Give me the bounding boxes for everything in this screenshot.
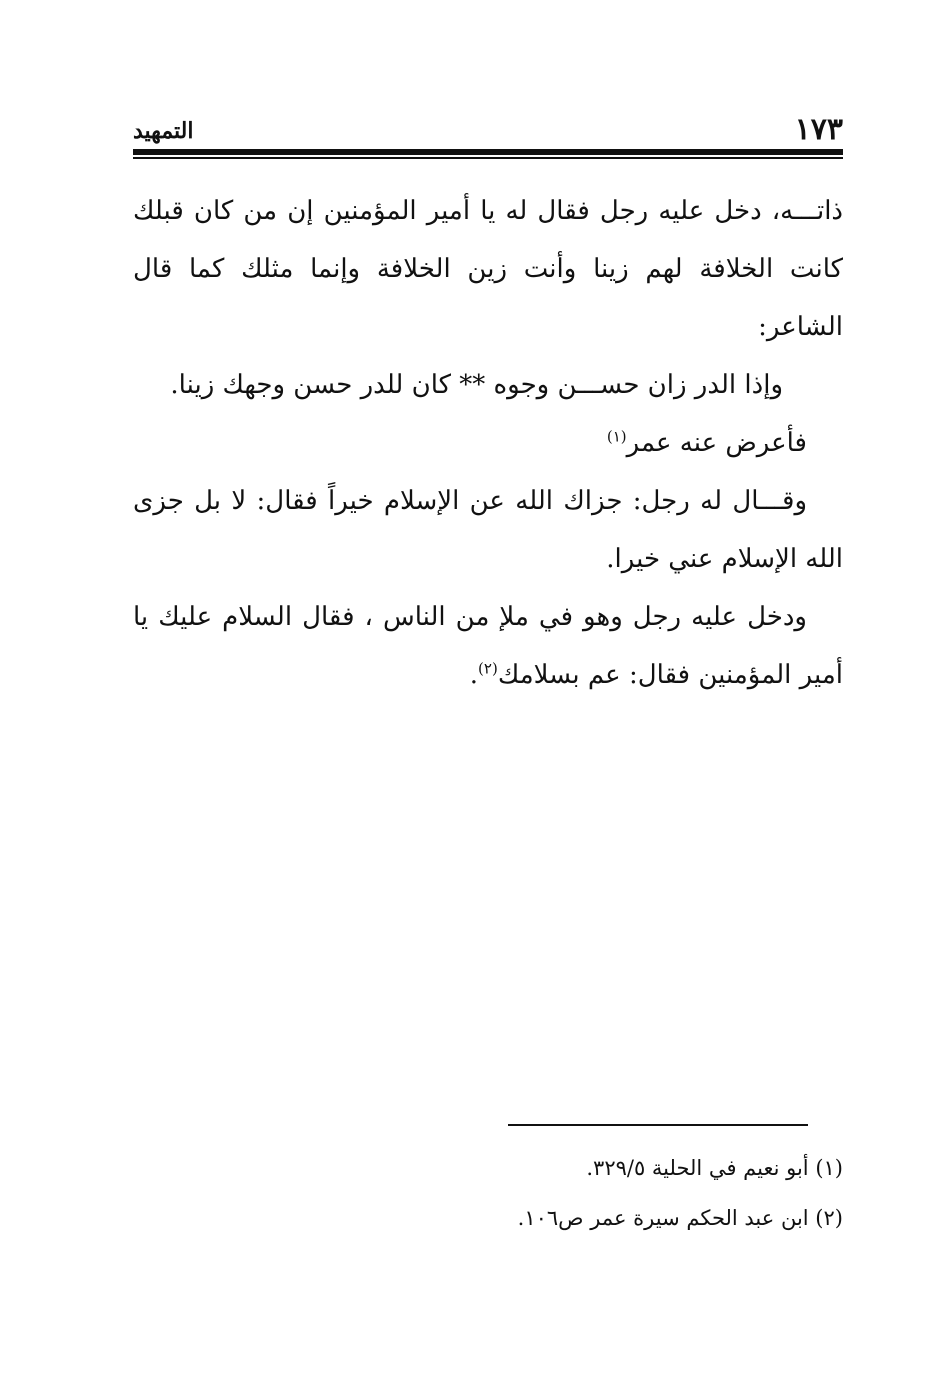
footnote-separator (508, 1124, 808, 1126)
paragraph-2-text: فأعرض عنه عمر (626, 428, 807, 458)
page-header (133, 112, 843, 148)
page-number: ١٧٣ (794, 112, 843, 147)
paragraph-4 (133, 588, 843, 704)
footnote-2: (٢) ابن عبد الحكم سيرة عمر ص١٠٦. (517, 1206, 843, 1230)
running-title: التمهيد (133, 118, 194, 144)
header-rule-thin (133, 157, 843, 159)
paragraph-1: ذاتـــه، دخل عليه رجل فقال له يا أمير المؤمنين إن من كان قبلك كانت الخلافة لهم زينا وأنت زين الخلافة وإنما مثلك كما قال الشاعر: (133, 196, 843, 342)
paragraph-4-text: ودخل عليه رجل وهو في ملإ من الناس ، فقال السلام عليك يا أمير المؤمنين فقال: عم بسلامك (133, 602, 843, 690)
paragraph-3: وقـــال له رجل: جزاك الله عن الإسلام خيراً فقال: لا بل جزى الله الإسلام عني خيرا. (133, 486, 843, 574)
poetry-verse: وإذا الدر زان حســـن وجوه ** كان للدر حسن وجهك زينا. (170, 370, 783, 400)
footnotes (400, 1143, 843, 1243)
header-rule-thick (133, 149, 843, 155)
main-text (133, 182, 843, 704)
paragraph-2 (133, 414, 843, 472)
footnote-marker-1: (١) (606, 427, 627, 446)
footnote-1: (١) أبو نعيم في الحلية ٣٢٩/٥. (586, 1156, 843, 1180)
paragraph-4-end: . (469, 660, 479, 690)
footnote-marker-2: (٢) (478, 659, 498, 678)
